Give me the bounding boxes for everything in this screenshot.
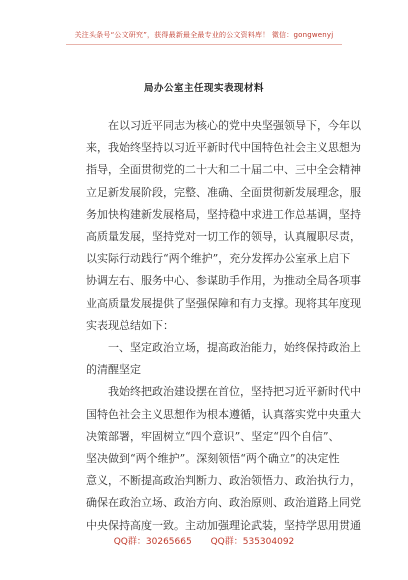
body-line: 国特色社会主义思想作为根本遵循，认真落实党中央重大: [86, 407, 361, 421]
body-line: 指导，全面贯彻党的二十大和二十届二中、三中全会精神: [86, 163, 361, 177]
body-line: 中央保持高度一致。主动加强理论武装，坚持学思用贯通: [86, 518, 361, 532]
body-line: 以实际行动践行“两个维护”，充分发挥办公室承上启下: [86, 252, 351, 266]
body-line: 高质量发展，坚持党对一切工作的领导，认真履职尽责，: [86, 230, 361, 244]
body-line: 意义，不断提高政治判断力、政治领悟力、政治执行力，: [86, 474, 361, 488]
section-heading-line: 的清醒坚定: [86, 363, 141, 377]
body-line: 在以习近平同志为核心的党中央坚强领导下，今年以: [86, 119, 361, 132]
header-banner: 关注头条号“公文研究”，获得最新最全最专业的公文资料库！ 微信：gongwenyj: [74, 31, 334, 39]
section-heading-line: 一、坚定政治立场，提高政治能力，始终保持政治上: [86, 341, 361, 355]
body-line: 确保在政治立场、政治方向、政治原则、政治道路上同党: [86, 496, 361, 510]
body-line: 协调左右、服务中心、参谋助手作用，为推动全局各项事: [86, 274, 361, 288]
body-line: 实表现总结如下：: [86, 318, 174, 332]
body-line: 我始终把政治建设摆在首位，坚持把习近平新时代中: [86, 385, 361, 399]
footer-qq-group-2: QQ群：535304092: [210, 537, 295, 547]
footer-qq-group-1: QQ群：30265665: [113, 537, 192, 547]
body-line: 立足新发展阶段，完整、准确、全面贯彻新发展理念，服: [86, 185, 361, 199]
body-line: 务加快构建新发展格局，坚持稳中求进工作总基调，坚持: [86, 207, 361, 221]
document-title: 局办公室主任现实表现材料: [143, 83, 264, 94]
header-divider: [66, 44, 342, 45]
body-line: 坚决做到“两个维护”。深刻领悟“两个确立”的决定性: [86, 452, 340, 466]
body-line: 业高质量发展提供了坚强保障和有力支撑。现将其年度现: [86, 296, 361, 310]
footer-contact: [0, 534, 408, 547]
body-line: 决策部署，牢固树立“四个意识”、坚定“四个自信”、: [86, 429, 340, 443]
body-line: 来，我始终坚持以习近平新时代中国特色社会主义思想为: [86, 141, 361, 155]
document-body: [86, 115, 361, 537]
